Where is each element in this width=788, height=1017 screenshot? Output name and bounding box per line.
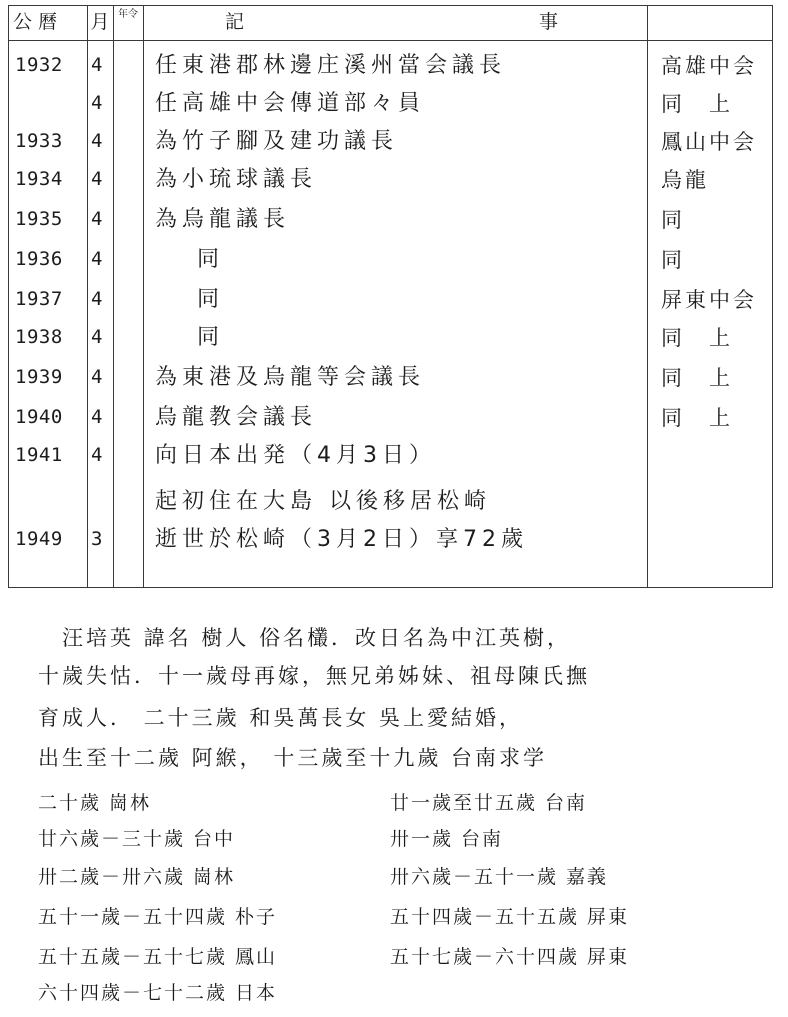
row-month: 4 — [91, 444, 103, 466]
biography-line: 出生至十二歲 阿緱， 十三歲至十九歲 台南求学 — [38, 746, 548, 770]
biography-line: 汪培英 諱名 樹人 俗名欉．改日名為中江英樹， — [62, 626, 572, 650]
row-year: 1938 — [15, 326, 63, 348]
table-row — [9, 482, 772, 520]
table-row — [9, 46, 772, 84]
table-row — [9, 318, 772, 356]
row-month: 4 — [91, 92, 103, 114]
row-event: 為東港及烏龍等会議長 — [155, 365, 426, 390]
residence-entry: 卅二歲－卅六歲 崗林 — [38, 866, 236, 888]
residence-entry: 廿六歲－三十歲 台中 — [38, 828, 236, 850]
row-year: 1941 — [15, 444, 63, 466]
table-row — [9, 122, 772, 160]
row-month: 4 — [91, 248, 103, 270]
residence-entry: 五十五歲－五十七歲 鳳山 — [38, 946, 278, 968]
row-event: 同 — [197, 247, 225, 272]
header-record: 記 — [225, 11, 245, 33]
biography-line: 育成人． 二十三歲 和吳萬長女 吳上愛結婚， — [38, 706, 524, 730]
row-year: 1935 — [15, 208, 63, 230]
row-year: 1933 — [15, 130, 63, 152]
row-month: 4 — [91, 366, 103, 388]
residence-entry: 五十一歲－五十四歲 朴子 — [38, 906, 278, 928]
row-place: 屏東中会 — [661, 288, 757, 312]
header-thing: 事 — [539, 11, 559, 33]
row-place: 同 — [661, 208, 685, 232]
table-row — [9, 200, 772, 238]
table-row — [9, 358, 772, 396]
residence-entry: 二十歲 崗林 — [38, 792, 152, 814]
row-event: 為烏龍議長 — [155, 207, 291, 232]
header-age: 年令 — [118, 9, 138, 20]
row-month: 4 — [91, 288, 103, 310]
table-row — [9, 160, 772, 198]
row-event: 為竹子腳及建功議長 — [155, 129, 399, 154]
row-event: 任東港郡林邊庄溪州當会議長 — [155, 53, 507, 78]
row-event: 起初住在大島 以後移居松崎 — [155, 489, 491, 514]
row-event: 任高雄中会傳道部々員 — [155, 91, 426, 116]
row-place: 鳳山中会 — [661, 130, 757, 154]
row-place: 同 上 — [661, 406, 733, 430]
row-year: 1939 — [15, 366, 63, 388]
row-event: 同 — [197, 325, 225, 350]
row-year: 1940 — [15, 406, 63, 428]
table-row — [9, 436, 772, 474]
residence-entry: 六十四歲－七十二歲 日本 — [38, 982, 278, 1004]
residence-entry: 卅六歲－五十一歲 嘉義 — [390, 866, 609, 888]
row-place: 同 上 — [661, 326, 733, 350]
chronology-table — [8, 5, 773, 588]
row-place: 烏龍 — [661, 168, 709, 192]
row-event: 向日本出発（4月3日） — [155, 443, 436, 468]
row-month: 4 — [91, 326, 103, 348]
table-row — [9, 84, 772, 122]
row-event: 烏龍教会議長 — [155, 405, 318, 430]
row-month: 4 — [91, 208, 103, 230]
row-event: 為小琉球議長 — [155, 167, 318, 192]
row-year: 1936 — [15, 248, 63, 270]
row-year: 1949 — [15, 528, 63, 550]
row-year: 1937 — [15, 288, 63, 310]
biography-line: 十歲失怙．十一歲母再嫁，無兄弟姊妹、祖母陳氏撫 — [38, 664, 590, 688]
row-year: 1934 — [15, 168, 63, 190]
residence-entry: 卅一歲 台南 — [390, 828, 504, 850]
row-year: 1932 — [15, 54, 63, 76]
row-month: 4 — [91, 54, 103, 76]
row-place: 同 — [661, 248, 685, 272]
table-row — [9, 240, 772, 278]
row-place: 同 上 — [661, 366, 733, 390]
header-month: 月 — [90, 11, 110, 33]
residence-entry: 五十七歲－六十四歲 屏東 — [390, 946, 630, 968]
row-month: 3 — [91, 528, 103, 550]
row-place: 同 上 — [661, 92, 733, 116]
row-month: 4 — [91, 130, 103, 152]
residence-entry: 廿一歲至廿五歲 台南 — [390, 792, 588, 814]
residence-entry: 五十四歲－五十五歲 屏東 — [390, 906, 630, 928]
row-month: 4 — [91, 406, 103, 428]
table-row — [9, 520, 772, 558]
table-row — [9, 280, 772, 318]
row-month: 4 — [91, 168, 103, 190]
header-year: 公曆 — [13, 11, 64, 33]
header-rule — [9, 40, 772, 41]
row-event: 逝世於松崎（3月2日）享72歲 — [155, 527, 528, 552]
table-row — [9, 398, 772, 436]
row-place: 高雄中会 — [661, 54, 757, 78]
row-event: 同 — [197, 287, 225, 312]
